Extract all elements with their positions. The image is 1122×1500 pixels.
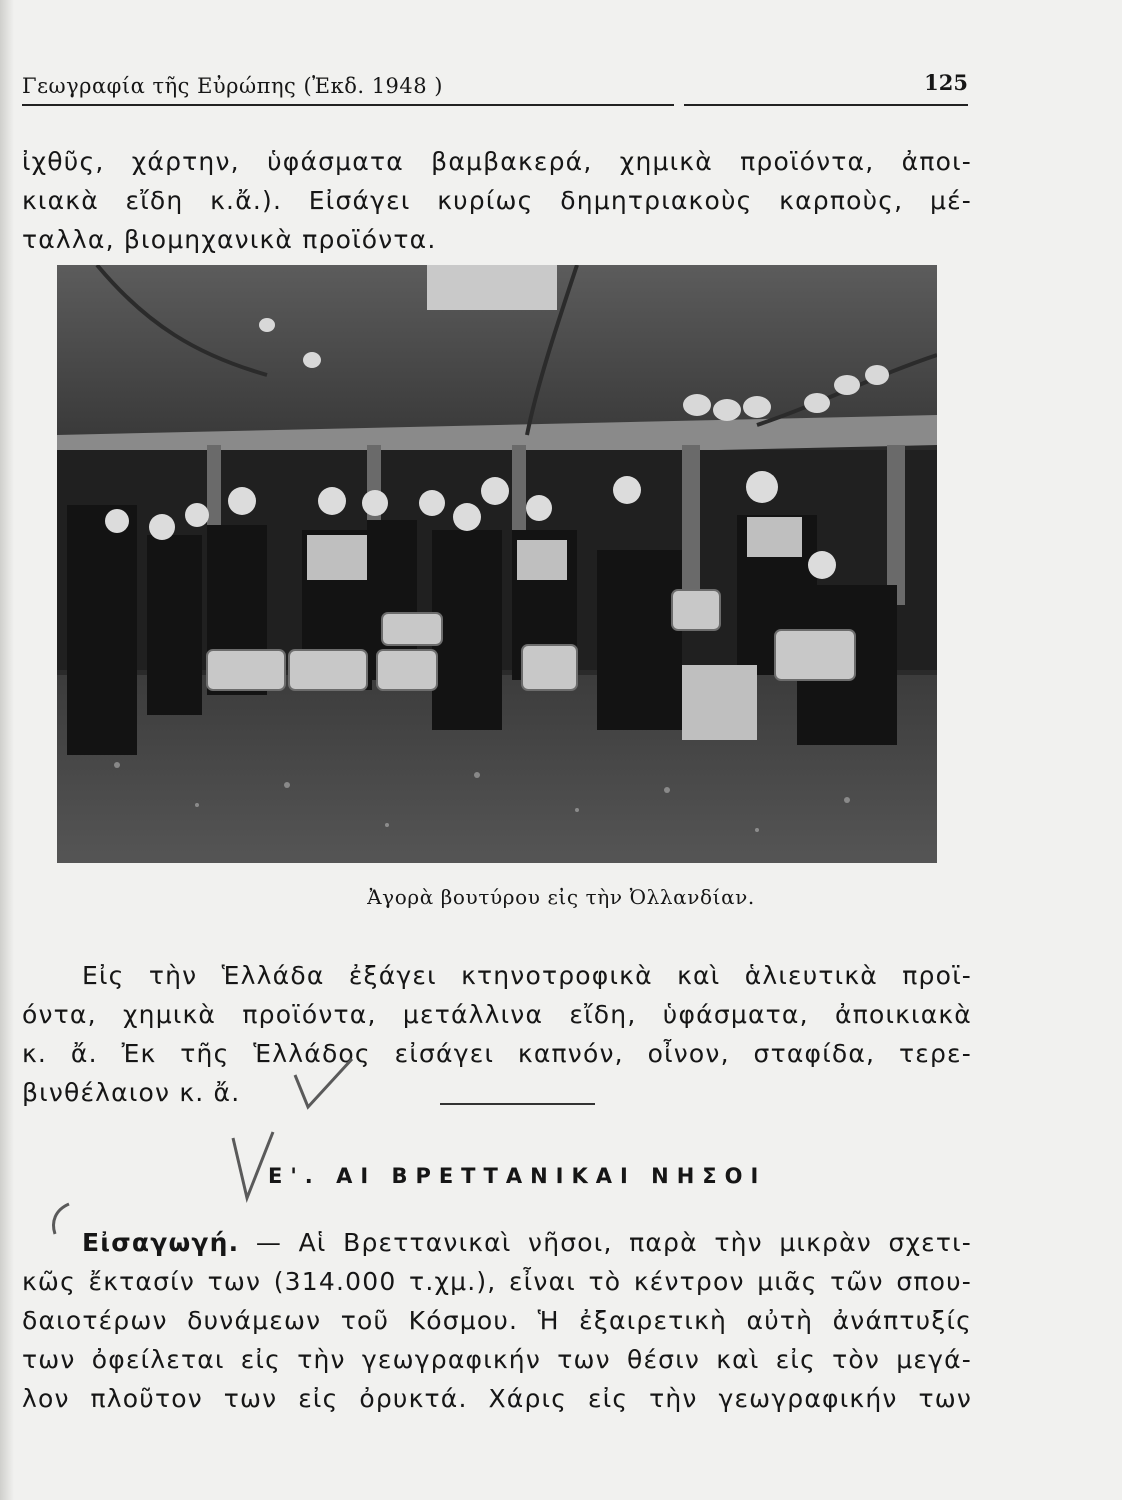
text-line: όντα, χημικὰ προϊόντα, μετάλλινα εἴδη, ὑφάσματα, ἀποικιακὰ xyxy=(22,1000,972,1029)
text-line: Εἰς τὴν Ἑλλάδα ἐξάγει κτηνοτροφικὰ καὶ ἁλιευτικὰ προϊ- xyxy=(82,961,972,990)
page-edge-shadow xyxy=(0,0,14,1500)
text-line: δαιοτέρων δυνάμεων τοῦ Κόσμου. Ἡ ἐξαιρετικὴ αὐτὴ ἀνάπτυξίς xyxy=(22,1306,972,1335)
text-line: κιακὰ εἴδη κ.ἄ.). Εἰσάγει κυρίως δημητριακοὺς καρποὺς, μέ- xyxy=(22,186,972,215)
section-heading: Ε'. ΑΙ ΒΡΕΤΤΑΝΙΚΑΙ ΝΗΣΟΙ xyxy=(268,1164,767,1188)
market-photo xyxy=(57,265,937,863)
text-line: λον πλοῦτον των εἰς ὀρυκτά. Χάρις εἰς τὴν γεωγραφικήν των xyxy=(22,1384,972,1413)
middle-paragraph xyxy=(22,956,972,1112)
text-line: κ. ἄ. Ἐκ τῆς Ἑλλάδος εἰσάγει καπνόν, οἶνον, σταφίδα, τερε- xyxy=(22,1039,972,1068)
text-line: ἰχθῦς, χάρτην, ὑφάσματα βαμβακερά, χημικὰ προϊόντα, ἀποι- xyxy=(22,147,972,176)
page-number: 125 xyxy=(924,70,968,95)
photo-image xyxy=(57,265,937,863)
intro-lead: Εἰσαγωγή. xyxy=(82,1228,240,1257)
text-line: βινθέλαιον κ. ἄ. xyxy=(22,1078,241,1107)
intro-first-line: — Αἱ Βρεττανικαὶ νῆσοι, παρὰ τὴν μικρὰν σχετι- xyxy=(239,1228,972,1257)
page-header xyxy=(22,70,968,106)
handwritten-check-mark xyxy=(290,1055,360,1115)
section-divider xyxy=(440,1103,595,1105)
text-line: κῶς ἔκτασίν των (314.000 τ.χμ.), εἶναι τὸ κέντρον μιᾶς τῶν σπου- xyxy=(22,1267,972,1296)
text-line xyxy=(22,1223,972,1262)
top-paragraph xyxy=(22,142,972,259)
intro-paragraph xyxy=(22,1223,972,1418)
text-line: ταλλα, βιομηχανικὰ προϊόντα. xyxy=(22,225,437,254)
running-title: Γεωγραφία τῆς Εὐρώπης (Ἐκδ. 1948 ) xyxy=(22,74,444,98)
photo-caption: Ἀγορὰ βουτύρου εἰς τὴν Ὀλλανδίαν. xyxy=(367,885,755,909)
text-line: των ὀφείλεται εἰς τὴν γεωγραφικήν των θέσιν καὶ εἰς τὸν μεγά- xyxy=(22,1345,972,1374)
